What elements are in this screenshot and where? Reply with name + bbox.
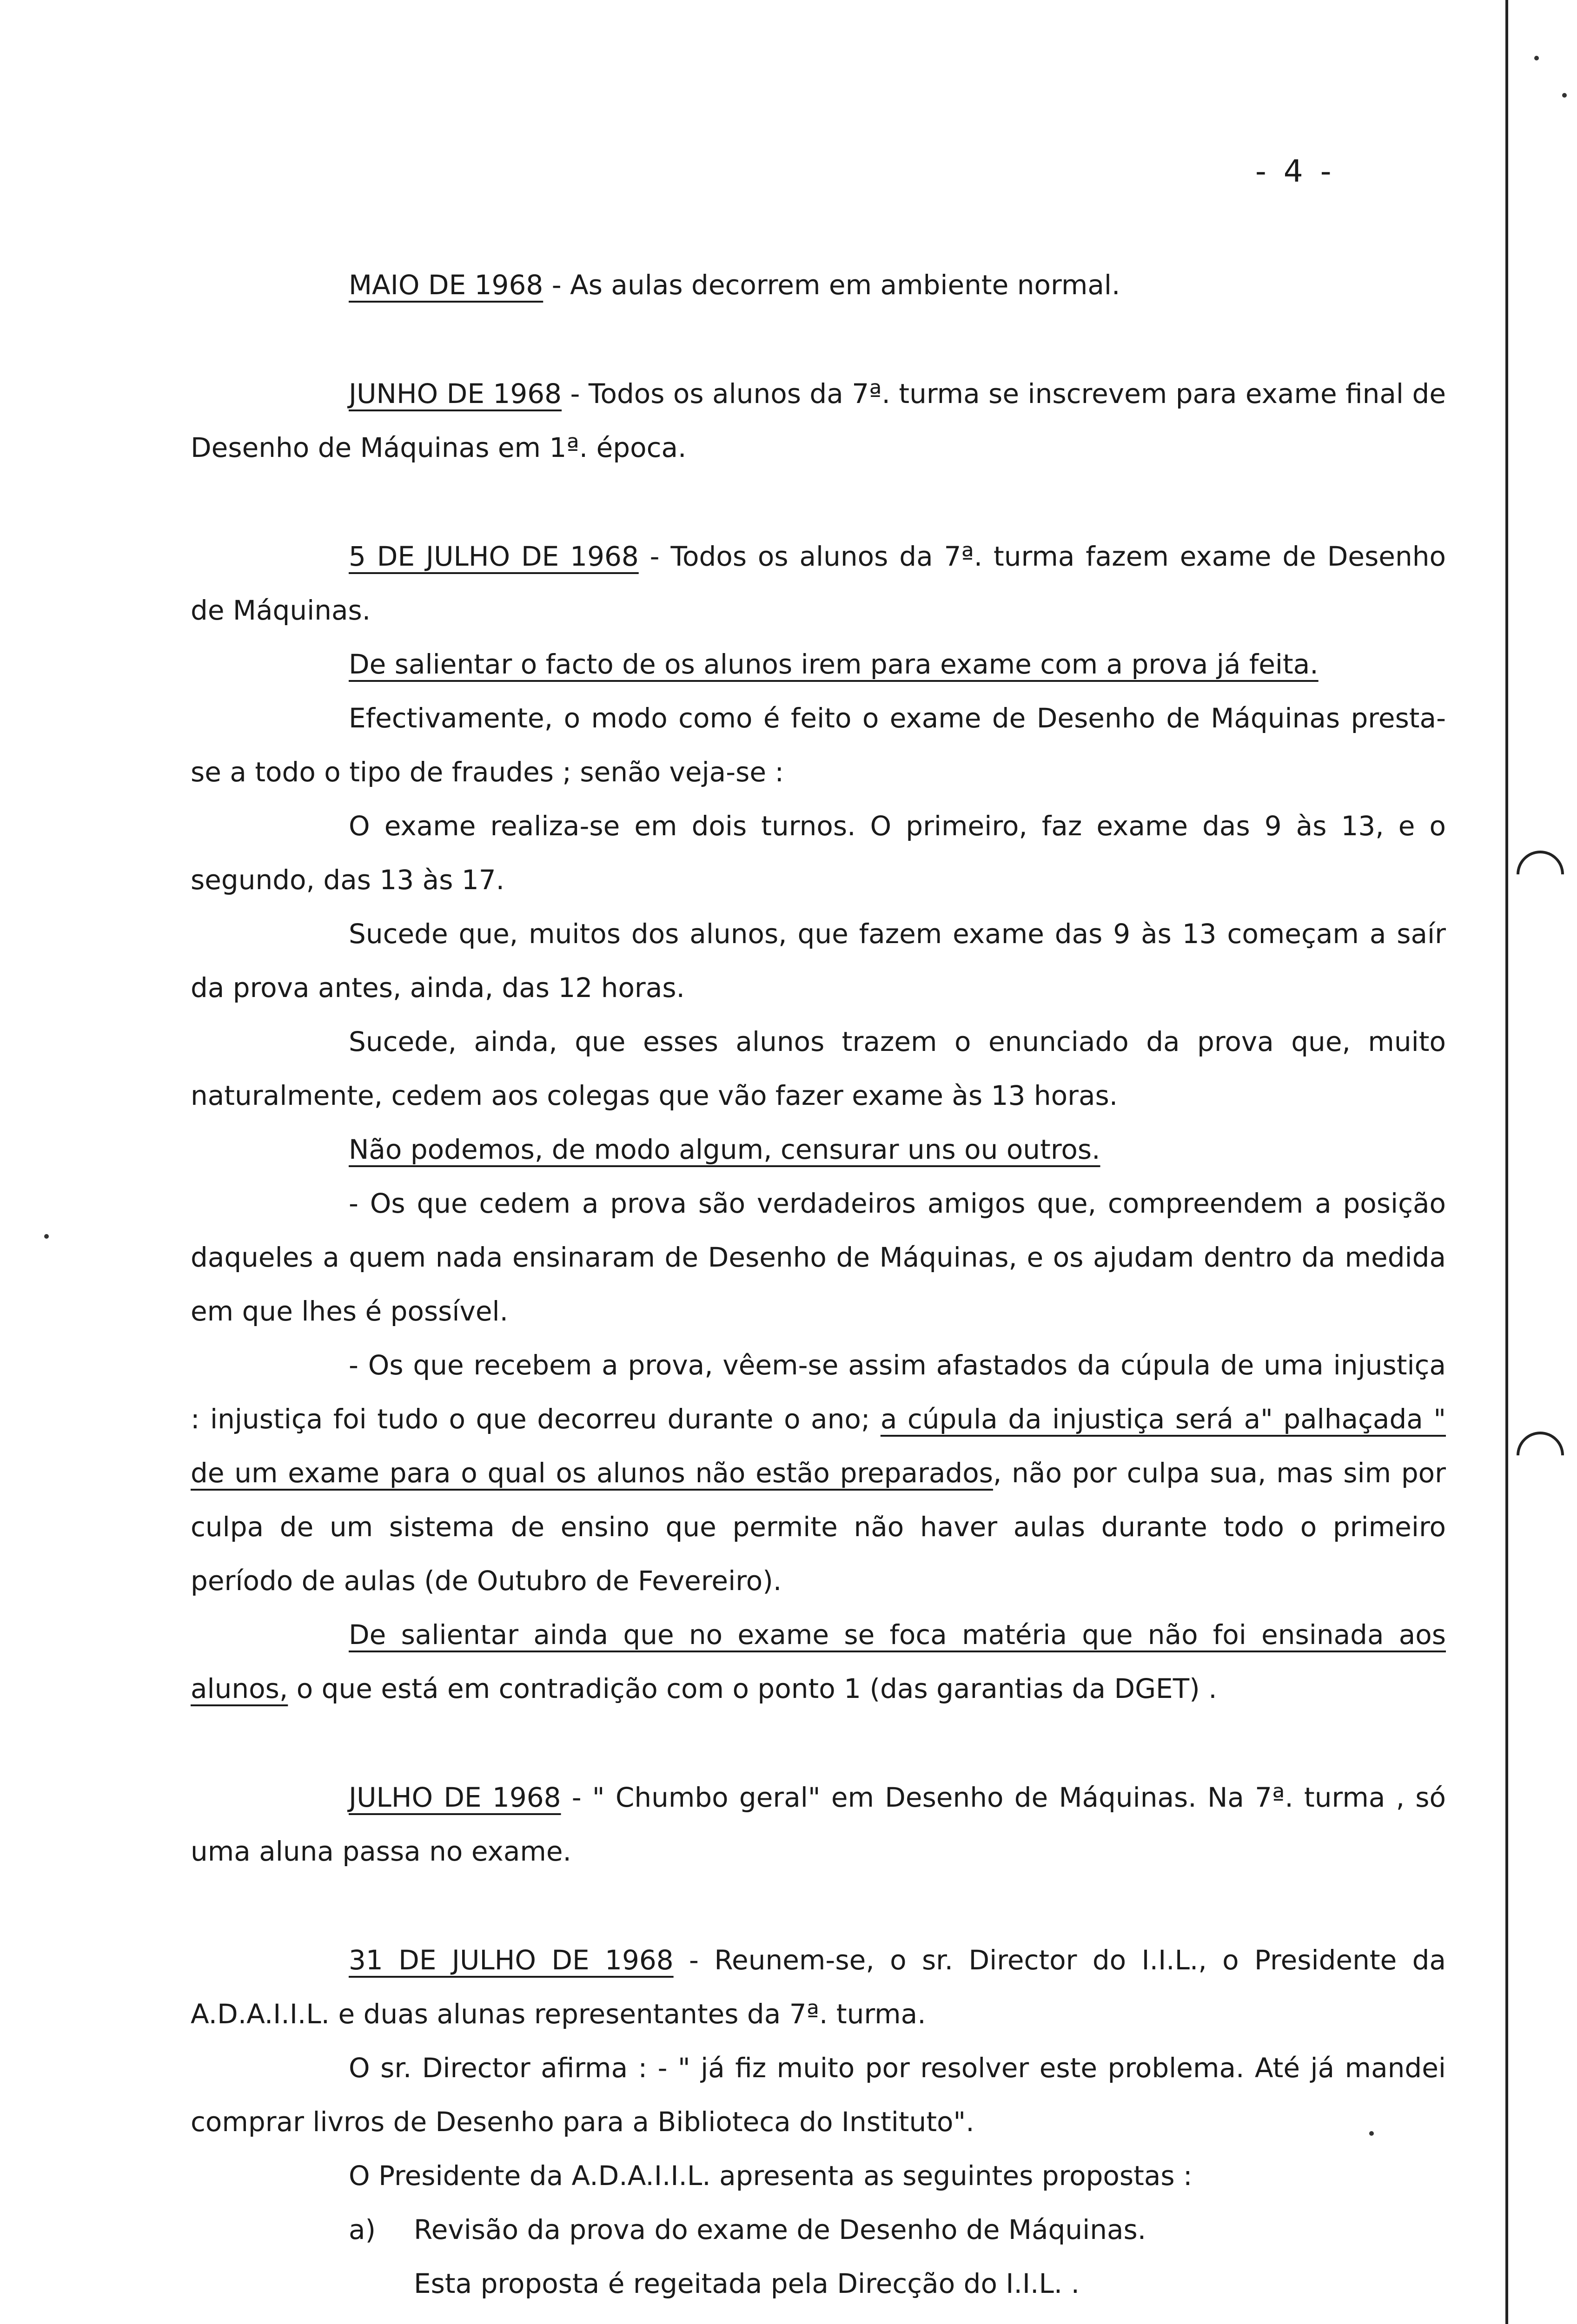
paragraph-untaught-material <box>191 1608 1446 1716</box>
proposal-text: Revisão da prova do exame de Desenho de Máquinas. <box>414 2214 1146 2245</box>
paragraph-july-1968 <box>191 1770 1446 1878</box>
paragraph-receivers <box>191 1338 1446 1608</box>
paragraph-text: - Os que recebem a prova, vêem-se assim afastados da cúpula de uma injustiça : injustiça foi tudo o que decorreu durante o ano; <box>191 1349 1446 1435</box>
scan-speck <box>44 1234 49 1239</box>
underlined-statement: a cúpula da injustiça será a" palhaçada " de um exame para o qual os alunos não estão preparados <box>191 1403 1446 1489</box>
paragraph-no-blame <box>191 1122 1446 1176</box>
punch-hole-mark <box>1507 1422 1574 1489</box>
date-heading: MAIO DE 1968 <box>349 269 543 301</box>
scan-speck <box>1534 56 1539 60</box>
paragraph-5-july-1968 <box>191 529 1446 637</box>
paragraph-director-statement: O sr. Director afirma : - " já fiz muito por resolver este problema. Até já mandei comprar livros de Desenho para a Biblioteca do Instituto". <box>191 2052 1446 2138</box>
underlined-statement: De salientar o facto de os alunos irem para exame com a prova já feita. <box>349 648 1319 680</box>
paragraph-31-july-1968 <box>191 1933 1446 2041</box>
paragraph-text: - " Chumbo geral" em Desenho de Máquinas. Na 7ª. turma , só uma aluna passa no exame. <box>191 1782 1446 1867</box>
underlined-statement: Não podemos, de modo algum, censurar uns ou outros. <box>349 1134 1100 1165</box>
paragraph-text: - As aulas decorrem em ambiente normal. <box>543 269 1120 301</box>
scan-speck <box>1562 93 1567 98</box>
paragraph-text: - Reunem-se, o sr. Director do I.I.L., o Presidente da A.D.A.I.I.L. e duas alunas representantes da 7ª. turma. <box>191 1944 1446 2030</box>
date-heading: 31 DE JULHO DE 1968 <box>349 1944 674 1976</box>
paragraph-givers: - Os que cedem a prova são verdadeiros amigos que, compreendem a posição daqueles a quem nada ensinaram de Desenho de Máquinas, e os ajudam dentro da medida em que lhes é possível. <box>191 1188 1446 1327</box>
proposal-letter: a) <box>349 2214 376 2245</box>
paragraph-june-1968 <box>191 367 1446 475</box>
paragraph-text: - Todos os alunos da 7ª. turma se inscrevem para exame final de Desenho de Máquinas em 1ª. época. <box>191 378 1446 463</box>
paragraph-fraud: Efectivamente, o modo como é feito o exame de Desenho de Máquinas presta-se a todo o tipo de fraudes ; senão veja-se : <box>191 702 1446 788</box>
paragraph-text: o que está em contradição com o ponto 1 (das garantias da DGET) . <box>288 1673 1217 1704</box>
page-number: - 4 - <box>1255 153 1335 189</box>
document-body <box>191 258 1446 2311</box>
punch-hole-mark <box>1507 841 1574 908</box>
date-heading: JULHO DE 1968 <box>349 1782 561 1813</box>
binder-edge-line <box>1505 0 1508 2324</box>
date-heading: 5 DE JULHO DE 1968 <box>349 541 639 572</box>
paragraph-president-proposals: O Presidente da A.D.A.I.I.L. apresenta as seguintes propostas : <box>349 2160 1193 2192</box>
paragraph-shifts: O exame realiza-se em dois turnos. O primeiro, faz exame das 9 às 13, e o segundo, das 13 às 17. <box>191 810 1446 896</box>
underlined-statement: De salientar ainda que no exame se foca matéria que não foi ensinada aos alunos, <box>191 1619 1446 1704</box>
paragraph-may-1968 <box>191 258 1446 312</box>
proposal-response: Esta proposta é regeitada pela Direcção do I.I.L. . <box>414 2268 1080 2299</box>
date-heading: JUNHO DE 1968 <box>349 378 562 409</box>
paragraph-text: - Todos os alunos da 7ª. turma fazem exame de Desenho de Máquinas. <box>191 541 1446 626</box>
paragraph-share-exam: Sucede, ainda, que esses alunos trazem o enunciado da prova que, muito naturalmente, cedem aos colegas que vão fazer exame às 13 horas. <box>191 1026 1446 1111</box>
proposal-item <box>191 2203 1446 2257</box>
paragraph-exam-already-done <box>191 637 1446 691</box>
paragraph-text: , não por culpa sua, mas sim por culpa de um sistema de ensino que permite não haver aulas durante todo o primeiro período de aulas (de Outubro de Fevereiro). <box>191 1457 1446 1597</box>
paragraph-leave-early: Sucede que, muitos dos alunos, que fazem exame das 9 às 13 começam a saír da prova antes, ainda, das 12 horas. <box>191 918 1446 1004</box>
